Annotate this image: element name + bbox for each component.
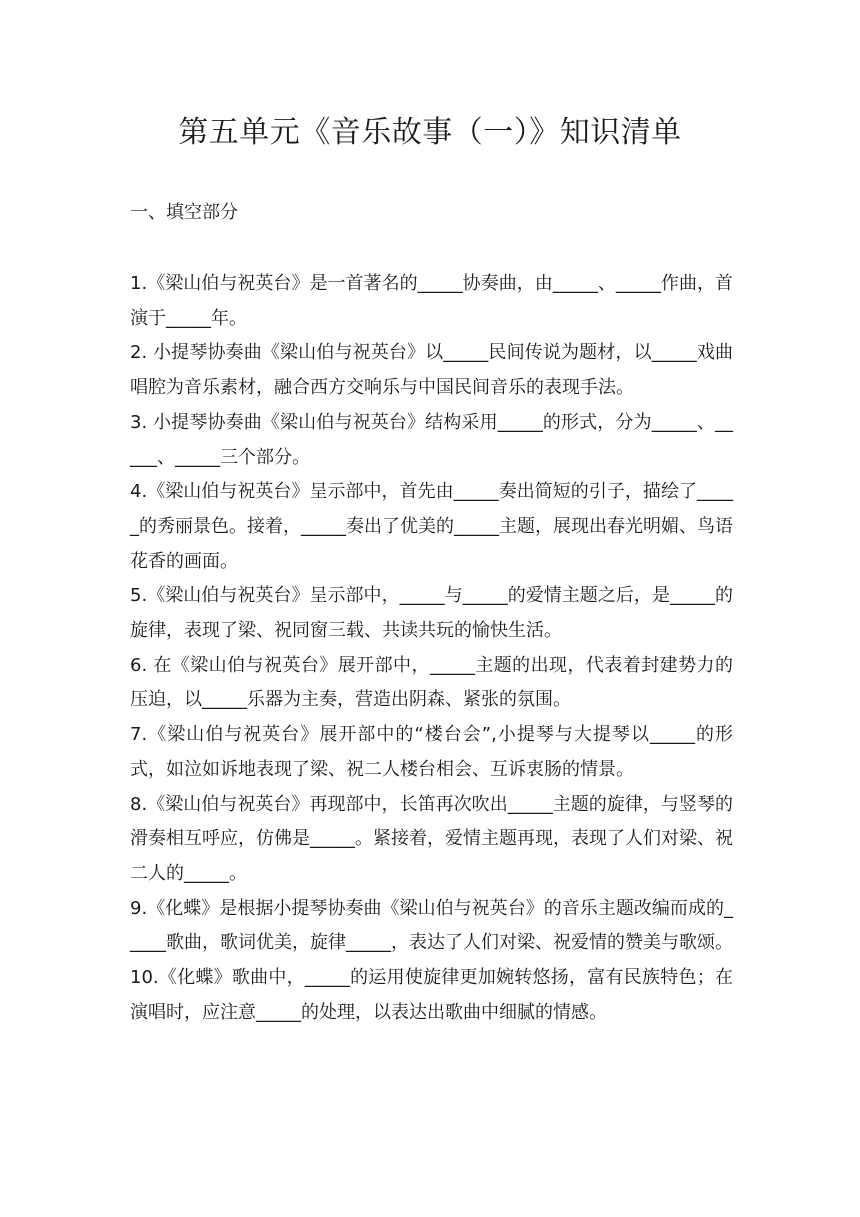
question-item: 4.《梁山伯与祝英台》呈示部中，首先由_____奏出简短的引子，描绘了_____的秀丽景色。接着，_____奏出了优美的_____主题，展现出春光明媚、鸟语花香的画面。 xyxy=(130,481,733,572)
question-list xyxy=(130,267,733,1030)
question-item: 1.《梁山伯与祝英台》是一首著名的_____协奏曲，由_____、_____作曲，首演于_____年。 xyxy=(130,273,733,329)
question-item: 2. 小提琴协奏曲《梁山伯与祝英台》以_____民间传说为题材，以_____戏曲唱腔为音乐素材，融合西方交响乐与中国民间音乐的表现手法。 xyxy=(130,342,733,399)
question-item: 5.《梁山伯与祝英台》呈示部中，_____与_____的爱情主题之后，是_____的旋律，表现了梁、祝同窗三载、共读共玩的愉快生活。 xyxy=(130,585,733,642)
question-item: 9.《化蝶》是根据小提琴协奏曲《梁山伯与祝英台》的音乐主题改编而成的_____歌曲，歌词优美，旋律_____，表达了人们对梁、祝爱情的赞美与歌颂。 xyxy=(130,897,733,954)
question-item: 10.《化蝶》歌曲中，_____的运用使旋律更加婉转悠扬，富有民族特色；在演唱时，应注意_____的处理，以表达出歌曲中细腻的情感。 xyxy=(130,967,733,1023)
document-title: 第五单元《音乐故事（一）》知识清单 xyxy=(178,115,682,150)
question-item: 6. 在《梁山伯与祝英台》展开部中，_____主题的出现，代表着封建势力的压迫，以_____乐器为主奏，营造出阴森、紧张的氛围。 xyxy=(130,654,733,711)
question-item: 7.《梁山伯与祝英台》展开部中的“楼台会”,小提琴与大提琴以_____的形式，如泣如诉地表现了梁、祝二人楼台相会、互诉衷肠的情景。 xyxy=(130,724,733,780)
question-item: 3. 小提琴协奏曲《梁山伯与祝英台》结构采用_____的形式，分为_____、_____、_____三个部分。 xyxy=(130,411,733,468)
section-heading: 一、填空部分 xyxy=(130,202,238,223)
question-item: 8.《梁山伯与祝英台》再现部中，长笛再次吹出_____主题的旋律，与竖琴的滑奏相互呼应，仿佛是_____。紧接着，爱情主题再现，表现了人们对梁、祝二人的_____。 xyxy=(130,793,733,884)
